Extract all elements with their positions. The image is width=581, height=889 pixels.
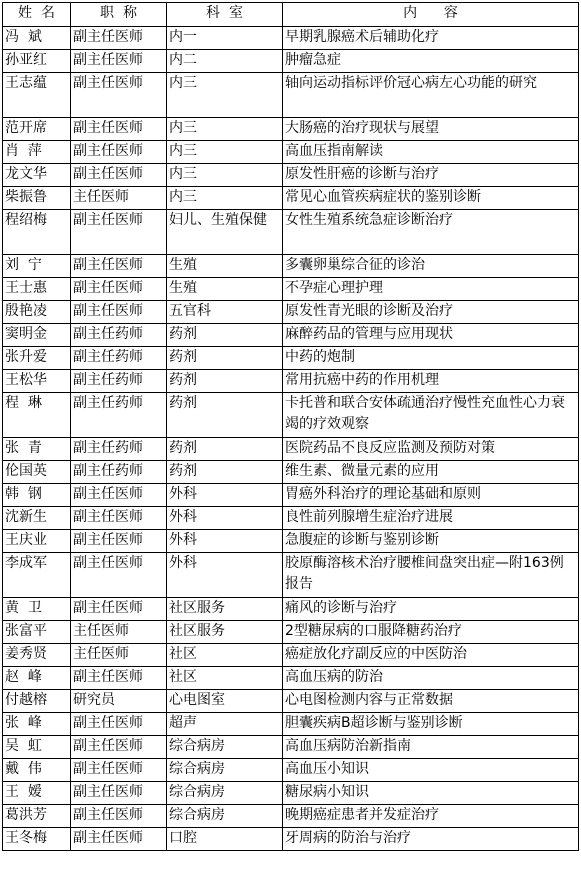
cell-name: 沈新生 [3, 507, 71, 530]
cell-content: 高血压指南解读 [283, 141, 579, 164]
cell-title: 副主任医师 [71, 141, 167, 164]
table-row [3, 759, 579, 782]
table-row [3, 73, 579, 118]
table-row [3, 301, 579, 324]
cell-name: 柴振鲁 [3, 187, 71, 210]
table-row [3, 461, 579, 484]
cell-name: 姜秀贤 [3, 644, 71, 667]
table-row [3, 118, 579, 141]
cell-title: 副主任医师 [71, 73, 167, 118]
cell-name: 肖 萍 [3, 141, 71, 164]
cell-title: 副主任医师 [71, 484, 167, 507]
cell-title: 副主任医师 [71, 301, 167, 324]
cell-content: 胶原酶溶核术治疗腰椎间盘突出症—附163例报告 [283, 553, 579, 598]
table-row [3, 553, 579, 598]
cell-name: 窦明金 [3, 324, 71, 347]
cell-title: 副主任药师 [71, 347, 167, 370]
cell-name: 张 青 [3, 438, 71, 461]
table-row [3, 141, 579, 164]
cell-title: 副主任医师 [71, 530, 167, 553]
table-row [3, 50, 579, 73]
cell-dept: 心电图室 [167, 690, 283, 713]
cell-dept: 药剂 [167, 393, 283, 438]
cell-title: 副主任医师 [71, 598, 167, 621]
cell-title: 副主任药师 [71, 324, 167, 347]
cell-content: 晚期癌症患者并发症治疗 [283, 805, 579, 828]
cell-title: 主任医师 [71, 644, 167, 667]
table-row [3, 507, 579, 530]
cell-title: 副主任医师 [71, 27, 167, 50]
table-row [3, 828, 579, 851]
cell-dept: 社区 [167, 644, 283, 667]
cell-content: 肿瘤急症 [283, 50, 579, 73]
cell-name: 葛洪芳 [3, 805, 71, 828]
cell-dept: 内二 [167, 50, 283, 73]
table-row [3, 736, 579, 759]
cell-dept: 综合病房 [167, 736, 283, 759]
cell-content: 牙周病的防治与治疗 [283, 828, 579, 851]
cell-title: 副主任医师 [71, 828, 167, 851]
table-row [3, 713, 579, 736]
cell-title: 副主任医师 [71, 713, 167, 736]
cell-dept: 口腔 [167, 828, 283, 851]
cell-title: 副主任医师 [71, 210, 167, 255]
cell-name: 王庆业 [3, 530, 71, 553]
cell-dept: 社区服务 [167, 621, 283, 644]
cell-content: 高血压病的防治 [283, 667, 579, 690]
cell-content: 良性前列腺增生症治疗进展 [283, 507, 579, 530]
cell-dept: 社区 [167, 667, 283, 690]
cell-dept: 药剂 [167, 438, 283, 461]
cell-content: 不孕症心理护理 [283, 278, 579, 301]
cell-name: 王冬梅 [3, 828, 71, 851]
cell-name: 吴 虹 [3, 736, 71, 759]
cell-content: 早期乳腺癌术后辅助化疗 [283, 27, 579, 50]
cell-name: 张 峰 [3, 713, 71, 736]
cell-dept: 外科 [167, 484, 283, 507]
cell-dept: 药剂 [167, 461, 283, 484]
cell-content: 痛风的诊断与治疗 [283, 598, 579, 621]
cell-dept: 内三 [167, 118, 283, 141]
table-row [3, 690, 579, 713]
table-row [3, 187, 579, 210]
cell-name: 程绍梅 [3, 210, 71, 255]
table-row [3, 393, 579, 438]
cell-dept: 综合病房 [167, 759, 283, 782]
cell-name: 王志蕴 [3, 73, 71, 118]
cell-content: 高血压病防治新指南 [283, 736, 579, 759]
cell-content: 常见心血管疾病症状的鉴别诊断 [283, 187, 579, 210]
header-content: 内 容 [283, 3, 579, 27]
cell-dept: 外科 [167, 530, 283, 553]
cell-content: 胆囊疾病B超诊断与鉴别诊断 [283, 713, 579, 736]
cell-name: 黄 卫 [3, 598, 71, 621]
cell-name: 李成军 [3, 553, 71, 598]
cell-content: 急腹症的诊断与鉴别诊断 [283, 530, 579, 553]
cell-dept: 药剂 [167, 347, 283, 370]
cell-name: 龙文华 [3, 164, 71, 187]
cell-title: 副主任药师 [71, 438, 167, 461]
cell-name: 张升爱 [3, 347, 71, 370]
cell-dept: 社区服务 [167, 598, 283, 621]
table-row [3, 27, 579, 50]
header-title: 职 称 [71, 3, 167, 27]
cell-content: 原发性肝癌的诊断与治疗 [283, 164, 579, 187]
cell-name: 王松华 [3, 370, 71, 393]
cell-title: 副主任医师 [71, 255, 167, 278]
cell-content: 胃癌外科治疗的理论基础和原则 [283, 484, 579, 507]
cell-title: 副主任药师 [71, 393, 167, 438]
cell-dept: 五官科 [167, 301, 283, 324]
cell-content: 糖尿病小知识 [283, 782, 579, 805]
table-row [3, 210, 579, 255]
cell-content: 女性生殖系统急症诊断治疗 [283, 210, 579, 255]
cell-title: 副主任药师 [71, 370, 167, 393]
table-row [3, 164, 579, 187]
cell-dept: 外科 [167, 507, 283, 530]
table-row [3, 598, 579, 621]
cell-dept: 超声 [167, 713, 283, 736]
cell-title: 副主任医师 [71, 736, 167, 759]
cell-content: 常用抗癌中药的作用机理 [283, 370, 579, 393]
cell-content: 大肠癌的治疗现状与展望 [283, 118, 579, 141]
table-row [3, 484, 579, 507]
cell-dept: 外科 [167, 553, 283, 598]
table-row [3, 621, 579, 644]
cell-dept: 妇儿、生殖保健 [167, 210, 283, 255]
lecture-table [2, 2, 579, 851]
cell-dept: 生殖 [167, 255, 283, 278]
cell-content: 轴向运动指标评价冠心病左心功能的研究 [283, 73, 579, 118]
cell-title: 副主任医师 [71, 667, 167, 690]
cell-title: 副主任医师 [71, 278, 167, 301]
cell-title: 主任医师 [71, 621, 167, 644]
header-name: 姓 名 [3, 3, 71, 27]
cell-dept: 内三 [167, 164, 283, 187]
cell-content: 麻醉药品的管理与应用现状 [283, 324, 579, 347]
cell-dept: 药剂 [167, 324, 283, 347]
cell-name: 范开席 [3, 118, 71, 141]
cell-name: 戴 伟 [3, 759, 71, 782]
cell-title: 副主任医师 [71, 118, 167, 141]
cell-title: 副主任医师 [71, 805, 167, 828]
table-row [3, 644, 579, 667]
table-row [3, 530, 579, 553]
cell-name: 程 琳 [3, 393, 71, 438]
cell-dept: 内三 [167, 73, 283, 118]
table-row [3, 278, 579, 301]
cell-title: 副主任药师 [71, 461, 167, 484]
cell-content: 心电图检测内容与正常数据 [283, 690, 579, 713]
cell-content: 2型糖尿病的口服降糖药治疗 [283, 621, 579, 644]
cell-name: 付越榕 [3, 690, 71, 713]
cell-title: 副主任医师 [71, 164, 167, 187]
cell-name: 殷艳凌 [3, 301, 71, 324]
table-row [3, 667, 579, 690]
cell-dept: 内三 [167, 141, 283, 164]
cell-content: 原发性青光眼的诊断及治疗 [283, 301, 579, 324]
table-row [3, 782, 579, 805]
cell-dept: 内一 [167, 27, 283, 50]
cell-dept: 药剂 [167, 370, 283, 393]
cell-content: 癌症放化疗副反应的中医防治 [283, 644, 579, 667]
cell-title: 副主任医师 [71, 759, 167, 782]
cell-name: 孙亚红 [3, 50, 71, 73]
header-row [3, 3, 579, 27]
cell-content: 医院药品不良反应监测及预防对策 [283, 438, 579, 461]
cell-dept: 综合病房 [167, 805, 283, 828]
cell-title: 副主任医师 [71, 553, 167, 598]
table-row [3, 347, 579, 370]
table-row [3, 438, 579, 461]
cell-title: 主任医师 [71, 187, 167, 210]
cell-content: 高血压小知识 [283, 759, 579, 782]
cell-title: 副主任医师 [71, 50, 167, 73]
table-row [3, 370, 579, 393]
cell-title: 副主任医师 [71, 507, 167, 530]
cell-content: 中药的炮制 [283, 347, 579, 370]
cell-dept: 综合病房 [167, 782, 283, 805]
cell-name: 王 嫒 [3, 782, 71, 805]
cell-content: 多囊卵巢综合征的诊治 [283, 255, 579, 278]
cell-name: 韩 钢 [3, 484, 71, 507]
table-row [3, 255, 579, 278]
cell-name: 刘 宁 [3, 255, 71, 278]
cell-name: 伦国英 [3, 461, 71, 484]
cell-name: 王士惠 [3, 278, 71, 301]
cell-name: 赵 峰 [3, 667, 71, 690]
cell-name: 冯 斌 [3, 27, 71, 50]
table-row [3, 324, 579, 347]
cell-title: 副主任医师 [71, 782, 167, 805]
cell-title: 研究员 [71, 690, 167, 713]
cell-content: 维生素、微量元素的应用 [283, 461, 579, 484]
cell-dept: 内三 [167, 187, 283, 210]
cell-dept: 生殖 [167, 278, 283, 301]
header-dept: 科 室 [167, 3, 283, 27]
table-row [3, 805, 579, 828]
cell-content: 卡托普和联合安体疏通治疗慢性充血性心力衰竭的疗效观察 [283, 393, 579, 438]
cell-name: 张富平 [3, 621, 71, 644]
